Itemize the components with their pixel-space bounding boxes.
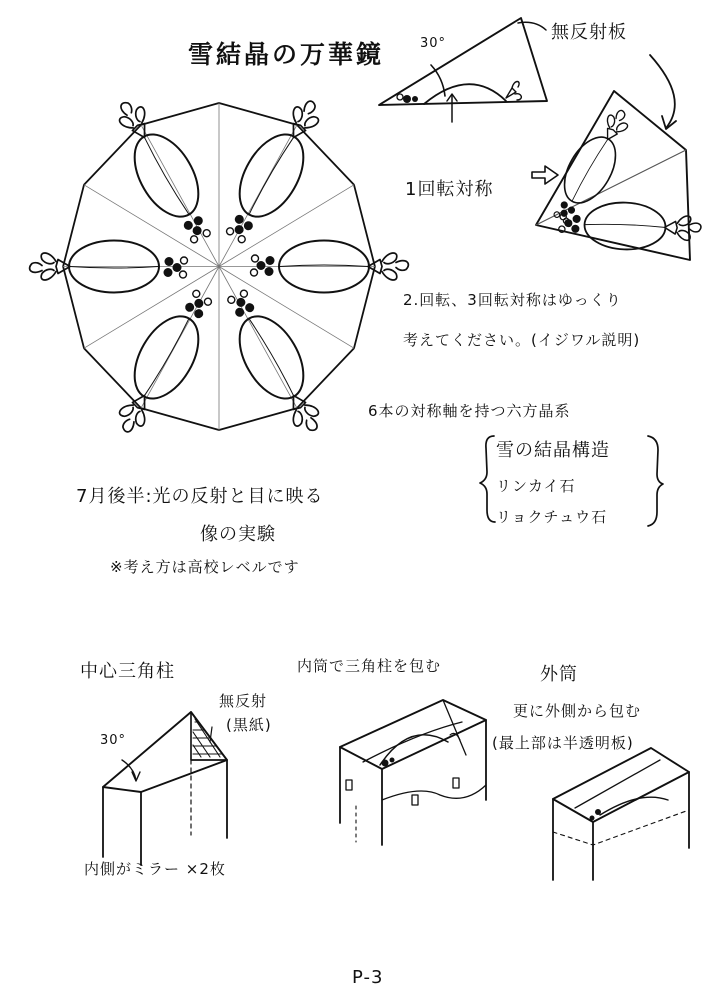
rotational-symmetry-label: 1回転対称 [405, 179, 494, 200]
page-title: 雪結晶の万華鏡 [188, 40, 385, 69]
wedge-diagram [379, 18, 547, 122]
outer-tube-diagram [553, 748, 689, 880]
black-paper-label: (黒紙) [226, 716, 272, 734]
crystal-item-ryokuchuseki: リョクチュウ石 [496, 508, 608, 526]
outer-tube-note-2: (最上部は半透明板) [492, 734, 634, 752]
lesson-line-2: 像の実験 [200, 524, 276, 545]
crystal-item-rinkaiseki: リンカイ石 [496, 477, 576, 495]
crystal-item-snow: 雪の結晶構造 [496, 440, 610, 461]
lesson-line-1: 7月後半:光の反射と目に映る [76, 486, 324, 507]
no-reflection-plate-label: 無反射板 [551, 22, 627, 43]
explanation-line-1: 2.回転、3回転対称はゆっくり [403, 291, 622, 309]
inner-tube-diagram [340, 700, 486, 845]
mirror-note: 内側がミラー ×2枚 [84, 860, 226, 878]
outer-tube-note-1: 更に外側から包む [513, 702, 642, 720]
outer-tube-label: 外筒 [540, 664, 578, 685]
crystal-heading: 6本の対称軸を持つ六方晶系 [368, 402, 571, 420]
kaleidoscope-dodecagon [30, 89, 409, 443]
rotated-wedge-diagram [532, 55, 702, 260]
explanation-line-2: 考えてください。(イジワル説明) [403, 331, 641, 349]
center-prism-label: 中心三角柱 [80, 661, 175, 682]
center-prism-angle-label: 30° [100, 733, 127, 748]
wedge-angle-label: 30° [420, 36, 447, 51]
page-number: P-3 [352, 967, 384, 988]
level-note: ※考え方は高校レベルです [110, 558, 300, 576]
no-reflect-black-paper-label: 無反射 [219, 692, 268, 710]
inner-tube-label: 内筒で三角柱を包む [297, 657, 442, 675]
